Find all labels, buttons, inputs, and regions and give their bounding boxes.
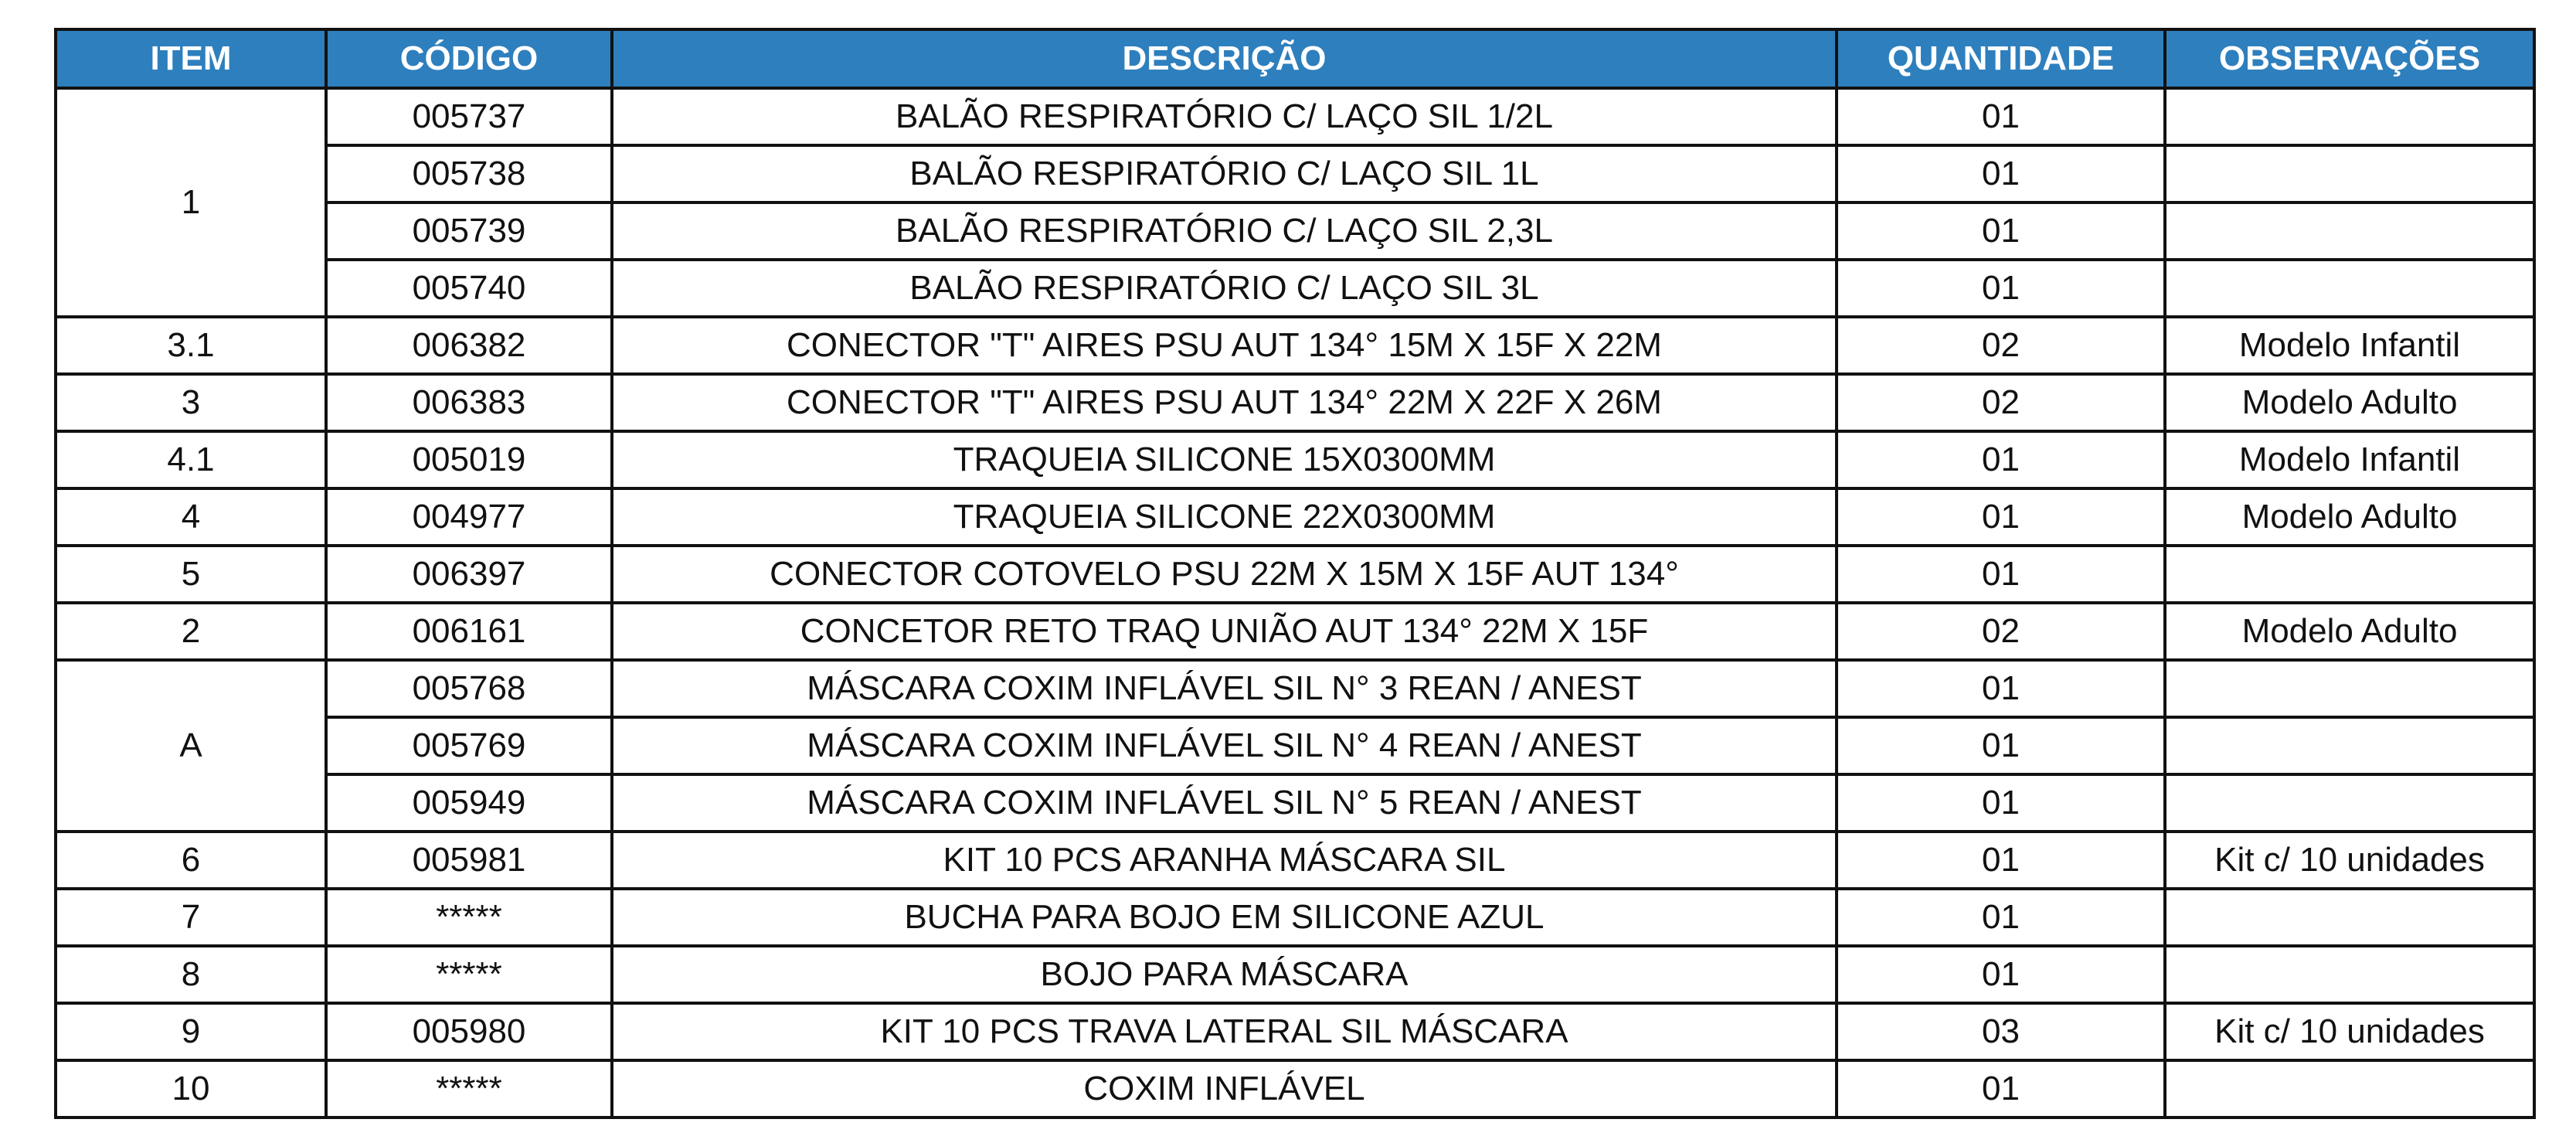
header-description: DESCRIÇÃO (612, 29, 1837, 88)
quantity-cell: 01 (1837, 946, 2165, 1003)
description-cell: KIT 10 PCS ARANHA MÁSCARA SIL (612, 832, 1837, 889)
header-code: CÓDIGO (326, 29, 612, 88)
table-row (56, 946, 2534, 1003)
notes-cell (2165, 660, 2534, 717)
table-row (56, 488, 2534, 546)
item-cell: 7 (56, 889, 326, 946)
table-row (56, 832, 2534, 889)
table-header-row (56, 29, 2534, 88)
header-quantity: QUANTIDADE (1837, 29, 2165, 88)
description-cell: CONECTOR COTOVELO PSU 22M X 15M X 15F AUT 134° (612, 546, 1837, 603)
code-cell: ***** (326, 946, 612, 1003)
code-cell: 006161 (326, 603, 612, 660)
quantity-cell: 02 (1837, 603, 2165, 660)
description-cell: COXIM INFLÁVEL (612, 1060, 1837, 1117)
code-cell: 005949 (326, 774, 612, 832)
code-cell: 005981 (326, 832, 612, 889)
table-row (56, 88, 2534, 145)
code-cell: 006382 (326, 317, 612, 374)
table-row (56, 660, 2534, 717)
header-item: ITEM (56, 29, 326, 88)
item-cell: 9 (56, 1003, 326, 1060)
quantity-cell: 01 (1837, 660, 2165, 717)
quantity-cell: 01 (1837, 431, 2165, 488)
description-cell: BALÃO RESPIRATÓRIO C/ LAÇO SIL 1/2L (612, 88, 1837, 145)
table-row (56, 774, 2534, 832)
notes-cell: Modelo Adulto (2165, 374, 2534, 431)
description-cell: BALÃO RESPIRATÓRIO C/ LAÇO SIL 2,3L (612, 202, 1837, 260)
description-cell: CONECTOR "T" AIRES PSU AUT 134° 22M X 22F X 26M (612, 374, 1837, 431)
quantity-cell: 02 (1837, 374, 2165, 431)
item-cell: A (56, 660, 326, 832)
description-cell: BUCHA PARA BOJO EM SILICONE AZUL (612, 889, 1837, 946)
item-cell: 4.1 (56, 431, 326, 488)
item-cell: 6 (56, 832, 326, 889)
quantity-cell: 01 (1837, 488, 2165, 546)
description-cell: TRAQUEIA SILICONE 22X0300MM (612, 488, 1837, 546)
quantity-cell: 01 (1837, 202, 2165, 260)
code-cell: 006397 (326, 546, 612, 603)
notes-cell (2165, 774, 2534, 832)
header-notes: OBSERVAÇÕES (2165, 29, 2534, 88)
quantity-cell: 01 (1837, 717, 2165, 774)
notes-cell: Kit c/ 10 unidades (2165, 832, 2534, 889)
table-row (56, 202, 2534, 260)
notes-cell (2165, 889, 2534, 946)
table-row (56, 889, 2534, 946)
code-cell: 005739 (326, 202, 612, 260)
item-cell: 1 (56, 88, 326, 317)
notes-cell (2165, 145, 2534, 202)
quantity-cell: 01 (1837, 1060, 2165, 1117)
notes-cell: Modelo Infantil (2165, 431, 2534, 488)
item-cell: 3 (56, 374, 326, 431)
code-cell: 005019 (326, 431, 612, 488)
code-cell: 005980 (326, 1003, 612, 1060)
notes-cell (2165, 946, 2534, 1003)
table-row (56, 317, 2534, 374)
notes-cell (2165, 88, 2534, 145)
quantity-cell: 01 (1837, 889, 2165, 946)
item-cell: 8 (56, 946, 326, 1003)
quantity-cell: 01 (1837, 774, 2165, 832)
description-cell: KIT 10 PCS TRAVA LATERAL SIL MÁSCARA (612, 1003, 1837, 1060)
description-cell: TRAQUEIA SILICONE 15X0300MM (612, 431, 1837, 488)
notes-cell (2165, 260, 2534, 317)
notes-cell: Kit c/ 10 unidades (2165, 1003, 2534, 1060)
table-row (56, 431, 2534, 488)
table-row (56, 1060, 2534, 1117)
description-cell: MÁSCARA COXIM INFLÁVEL SIL N° 5 REAN / ANEST (612, 774, 1837, 832)
table-row (56, 546, 2534, 603)
quantity-cell: 02 (1837, 317, 2165, 374)
notes-cell (2165, 717, 2534, 774)
table-row (56, 260, 2534, 317)
quantity-cell: 03 (1837, 1003, 2165, 1060)
notes-cell: Modelo Adulto (2165, 603, 2534, 660)
notes-cell (2165, 202, 2534, 260)
description-cell: MÁSCARA COXIM INFLÁVEL SIL N° 3 REAN / ANEST (612, 660, 1837, 717)
description-cell: BOJO PARA MÁSCARA (612, 946, 1837, 1003)
quantity-cell: 01 (1837, 145, 2165, 202)
item-cell: 10 (56, 1060, 326, 1117)
table-row (56, 603, 2534, 660)
code-cell: 005738 (326, 145, 612, 202)
quantity-cell: 01 (1837, 260, 2165, 317)
code-cell: ***** (326, 1060, 612, 1117)
code-cell: 005768 (326, 660, 612, 717)
code-cell: 006383 (326, 374, 612, 431)
quantity-cell: 01 (1837, 546, 2165, 603)
description-cell: MÁSCARA COXIM INFLÁVEL SIL N° 4 REAN / ANEST (612, 717, 1837, 774)
code-cell: ***** (326, 889, 612, 946)
notes-cell (2165, 546, 2534, 603)
notes-cell (2165, 1060, 2534, 1117)
notes-cell: Modelo Adulto (2165, 488, 2534, 546)
parts-table (54, 28, 2536, 1119)
item-cell: 2 (56, 603, 326, 660)
quantity-cell: 01 (1837, 832, 2165, 889)
description-cell: BALÃO RESPIRATÓRIO C/ LAÇO SIL 1L (612, 145, 1837, 202)
table-row (56, 145, 2534, 202)
item-cell: 5 (56, 546, 326, 603)
description-cell: BALÃO RESPIRATÓRIO C/ LAÇO SIL 3L (612, 260, 1837, 317)
code-cell: 004977 (326, 488, 612, 546)
quantity-cell: 01 (1837, 88, 2165, 145)
description-cell: CONECTOR "T" AIRES PSU AUT 134° 15M X 15F X 22M (612, 317, 1837, 374)
item-cell: 3.1 (56, 317, 326, 374)
table-row (56, 1003, 2534, 1060)
code-cell: 005769 (326, 717, 612, 774)
item-cell: 4 (56, 488, 326, 546)
notes-cell: Modelo Infantil (2165, 317, 2534, 374)
code-cell: 005737 (326, 88, 612, 145)
code-cell: 005740 (326, 260, 612, 317)
table-row (56, 717, 2534, 774)
table-row (56, 374, 2534, 431)
description-cell: CONCETOR RETO TRAQ UNIÃO AUT 134° 22M X 15F (612, 603, 1837, 660)
